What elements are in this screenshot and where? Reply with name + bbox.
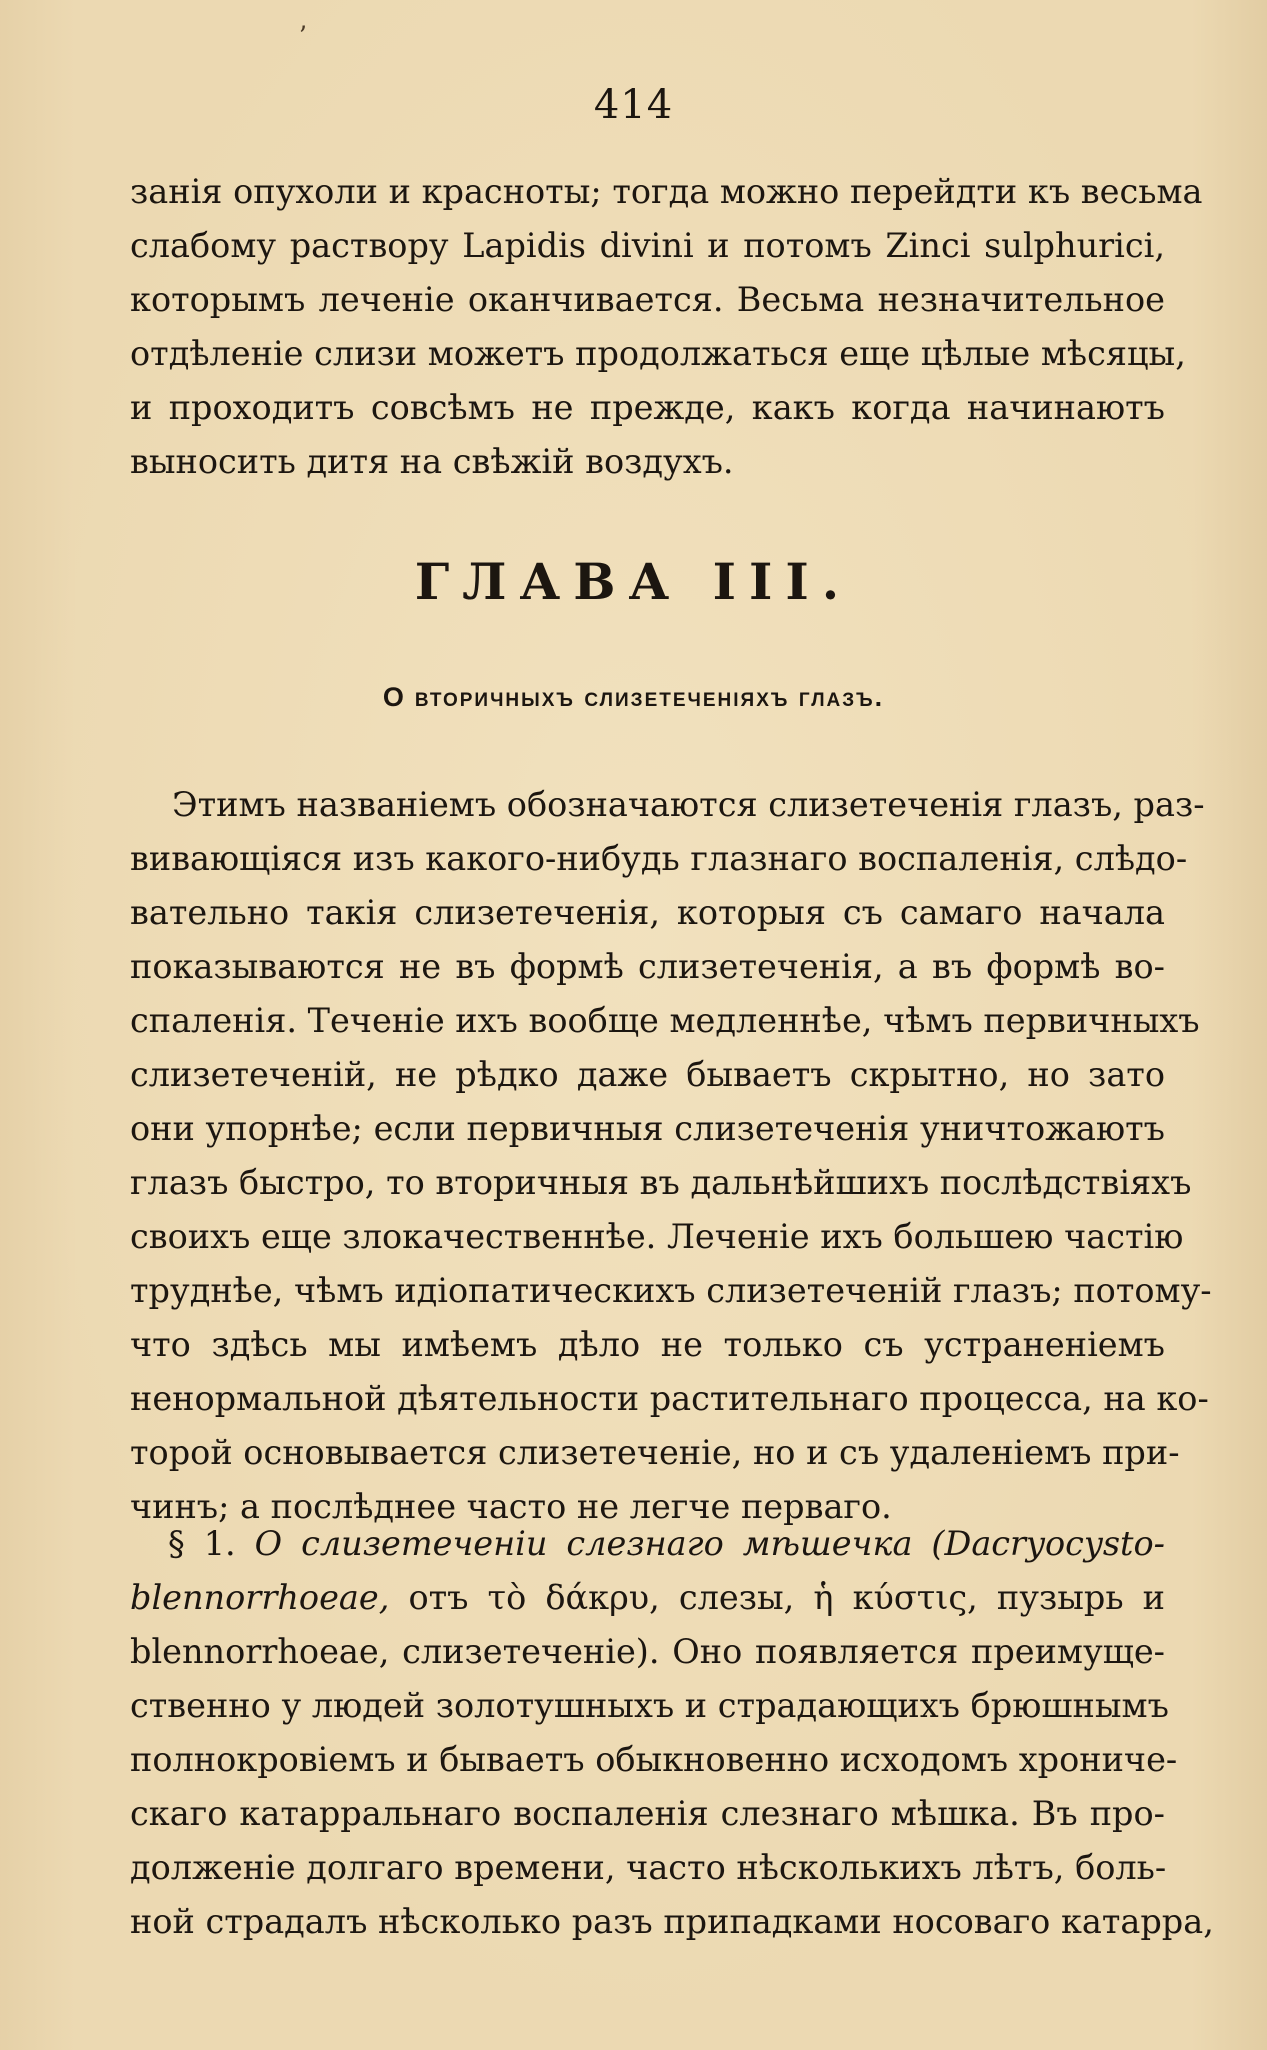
text-line: вивающіяся изъ какого-нибудь глазнаго воспаленія, слѣдо- [130,839,1188,878]
text-line: слабому раствору Lapidis divini и потомъ Zinci sulphurici, [130,226,1165,265]
paragraph-title-line [130,1517,1165,1571]
text-line: что здѣсь мы имѣемъ дѣло не только съ устраненіемъ [130,1325,1165,1364]
intro-paragraph [130,778,1212,1534]
text-line: Этимъ названіемъ обозначаются слизетеченія глазъ, раз- [172,785,1205,824]
text-line: торой основывается слизетеченіе, но и съ удаленіемъ при- [130,1433,1180,1472]
text-line: ной страдалъ нѣсколько разъ припадками носоваго катарра, [130,1902,1214,1941]
text-line: занія опухоли и красноты; тогда можно перейдти къ весьма [130,172,1203,211]
section-heading [0,682,1267,713]
text-line: ственно у людей золотушныхъ и страдающихъ брюшнымъ [130,1686,1169,1725]
section-heading-prefix: О [382,682,405,712]
text-line: выносить дитя на свѣжій воздухъ. [130,442,734,481]
text-line: вательно такія слизетеченія, которыя съ самаго начала [130,893,1165,932]
etymology-text: отъ τὸ δάκρυ, слезы, ἡ κύστις, пузырь и [408,1578,1165,1617]
text-line: и проходитъ совсѣмъ не прежде, какъ когда начинаютъ [130,388,1165,427]
top-paragraph [130,165,1203,489]
text-line: спаленія. Теченіе ихъ вообще медленнѣе, чѣмъ первичныхъ [130,1001,1200,1040]
text-line: отдѣленіе слизи можетъ продолжаться еще цѣлые мѣсяцы, [130,334,1186,373]
ink-speck: ʼ [298,22,307,52]
section-heading-title: вторичныхъ слизетеченіяхъ глазъ. [414,682,885,712]
text-line: ненормальной дѣятельности растительнаго процесса, на ко- [130,1379,1209,1418]
text-line [130,1571,1165,1625]
page-number: 414 [593,82,674,128]
text-line: своихъ еще злокачественнѣе. Леченіе ихъ большею частію [130,1217,1184,1256]
text-line: они упорнѣе; если первичныя слизетеченія уничтожаютъ [130,1109,1165,1148]
text-line: показываются не въ формѣ слизетеченія, а въ формѣ во- [130,947,1165,986]
paragraph-1 [130,1517,1214,1949]
text-line: долженіе долгаго времени, часто нѣсколькихъ лѣтъ, боль- [130,1848,1167,1887]
text-line: слизетеченій, не рѣдко даже бываетъ скрытно, но зато [130,1055,1165,1094]
text-line: скаго катарральнаго воспаленія слезнаго мѣшка. Въ про- [130,1794,1165,1833]
paragraph-title: О слизетеченіи слезнаго мѣшечка (Dacryocysto- [254,1524,1165,1563]
chapter-heading: ГЛАВА III. [414,552,853,611]
text-line: которымъ леченіе оканчивается. Весьма незначительное [130,280,1165,319]
text-line: blennorrhoeae, слизетеченіе). Оно появляется преимуще- [130,1632,1165,1671]
text-line: полнокровіемъ и бываетъ обыкновенно исходомъ хрониче- [130,1740,1178,1779]
text-line: глазъ быстро, то вторичныя въ дальнѣйшихъ послѣдствіяхъ [130,1163,1192,1202]
text-line: чинъ; а послѣднее часто не легче перваго. [130,1487,892,1526]
section-sign: § 1. [168,1524,236,1563]
text-line: труднѣе, чѣмъ идіопатическихъ слизетеченій глазъ; потому- [130,1271,1212,1310]
paragraph-title-continued: blennorrhoeae, [130,1578,390,1617]
